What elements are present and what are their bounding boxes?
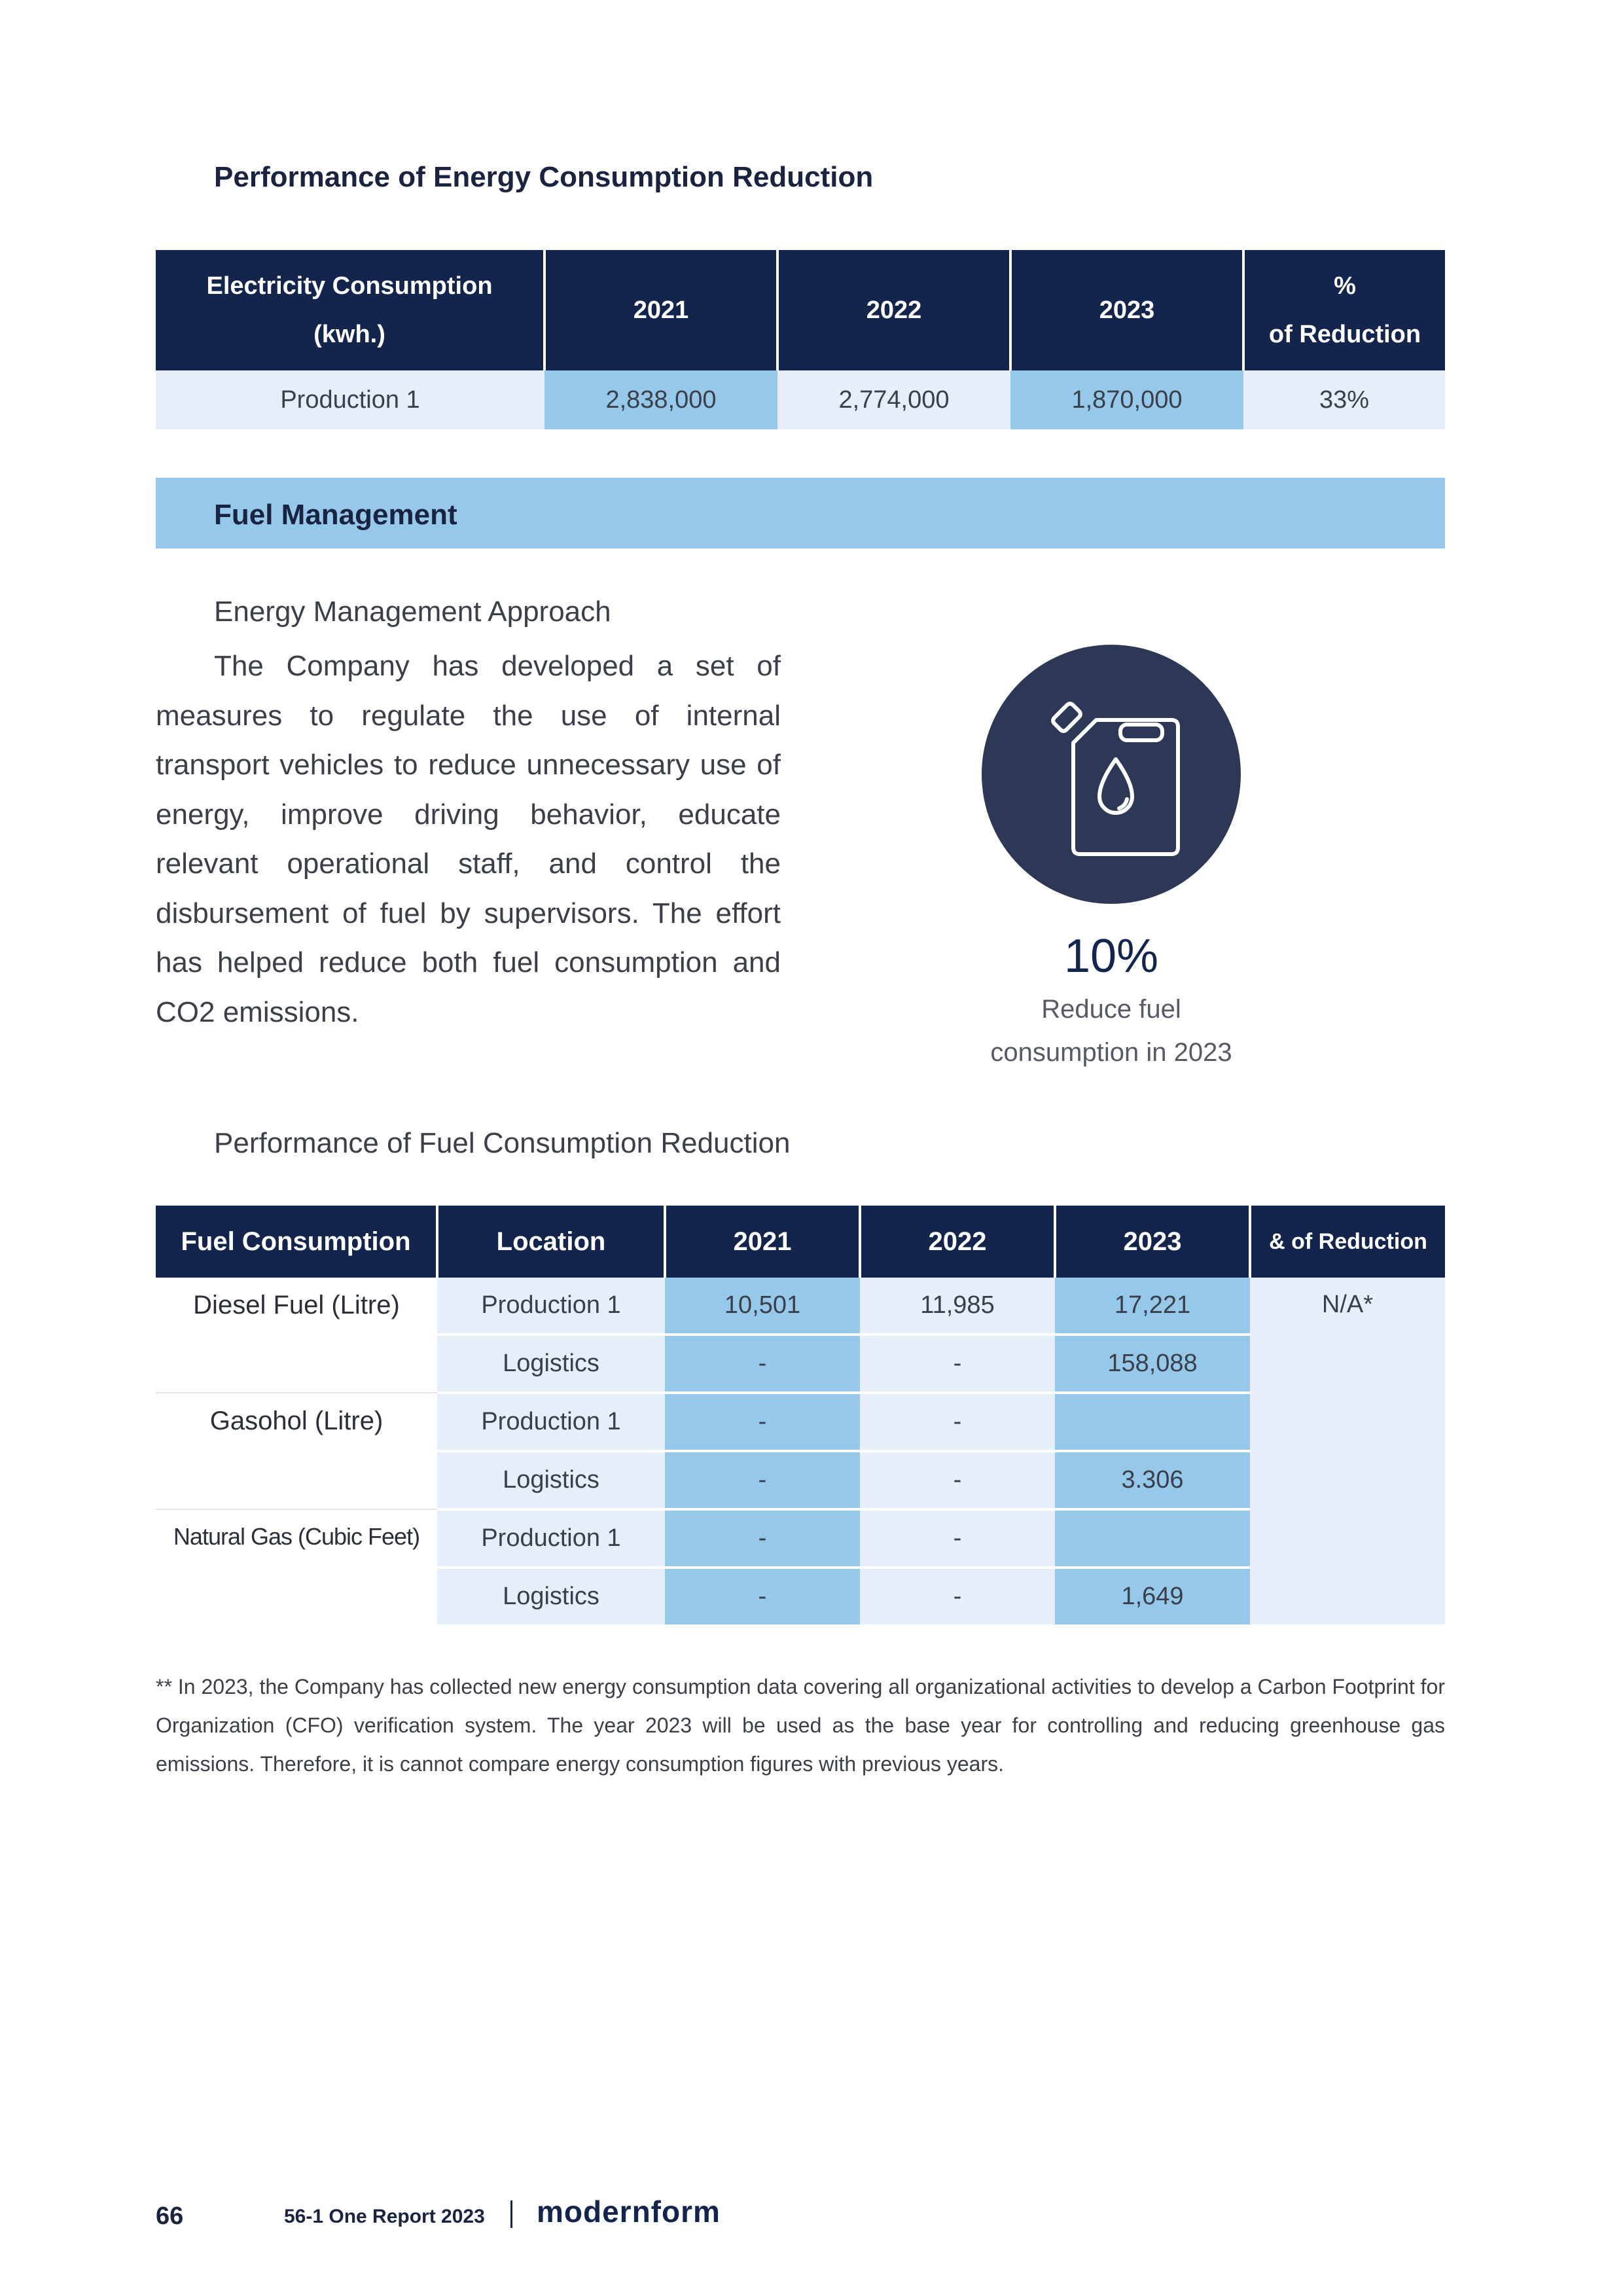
fuel-table-title: Performance of Fuel Consumption Reduction: [214, 1127, 791, 1159]
cell-2023: 1,870,000: [1010, 370, 1243, 429]
cell-2023: 17,221: [1055, 1278, 1250, 1335]
reduction-caption-line2: consumption in 2023: [990, 1038, 1232, 1067]
approach-title: Energy Management Approach: [214, 596, 611, 628]
table-header-row: [156, 1206, 1445, 1278]
header-reduction: & of Reduction: [1250, 1206, 1445, 1278]
fuel-table: [156, 1206, 1445, 1624]
cell-2023: [1055, 1509, 1250, 1568]
energy-section-title: Performance of Energy Consumption Reduction: [214, 161, 874, 193]
category-diesel: Diesel Fuel (Litre): [156, 1278, 437, 1393]
header-electricity-line1: Electricity Consumption: [206, 272, 493, 300]
footnote: ** In 2023, the Company has collected new energy consumption data covering all organizational activities to develop a Carbon Footprint for Organization (CFO) verification system. The year 2023 will be used as the base year for controlling and reducing greenhouse gas emissions. Therefore, it is cannot compare energy consumption figures with previous years.: [156, 1675, 1445, 1776]
cell-location: Production 1: [437, 1278, 665, 1335]
cell-location: Logistics: [437, 1451, 665, 1509]
cell-2023: 1,649: [1055, 1568, 1250, 1624]
cell-2021: -: [665, 1393, 860, 1451]
cell-2022: -: [860, 1335, 1055, 1393]
cell-reduction: 33%: [1243, 370, 1445, 429]
fuel-can-icon: [982, 645, 1241, 904]
header-reduction-line2: of Reduction: [1268, 321, 1421, 348]
header-2023: 2023: [1010, 250, 1243, 370]
footer-divider: [510, 2200, 512, 2228]
cell-2022: -: [860, 1509, 1055, 1568]
cell-location: Production 1: [437, 1509, 665, 1568]
report-name: 56-1 One Report 2023: [284, 2206, 485, 2227]
header-2021: 2021: [544, 250, 777, 370]
fuel-icon-circle: [982, 645, 1241, 904]
cell-location: Logistics: [437, 1335, 665, 1393]
cell-2021: 2,838,000: [544, 370, 777, 429]
cell-location: Production 1: [437, 1393, 665, 1451]
cell-2021: -: [665, 1335, 860, 1393]
cell-2021: -: [665, 1451, 860, 1509]
cell-2022: 2,774,000: [777, 370, 1010, 429]
page-number: 66: [156, 2202, 184, 2230]
header-2022: 2022: [860, 1206, 1055, 1278]
table-header-row: [156, 250, 1445, 370]
electricity-table: [156, 250, 1445, 429]
cell-2022: 11,985: [860, 1278, 1055, 1335]
header-electricity-line2: (kwh.): [313, 321, 385, 348]
cell-location: Production 1: [156, 370, 544, 429]
cell-2023: 3.306: [1055, 1451, 1250, 1509]
cell-2021: -: [665, 1509, 860, 1568]
header-2021: 2021: [665, 1206, 860, 1278]
header-electricity: [156, 250, 544, 370]
brand-logo: modernform: [537, 2195, 721, 2229]
approach-paragraph: The Company has developed a set of measures to regulate the use of internal transport vehicles to reduce unnecessary use of energy, improve driving behavior, educate relevant operational staff, and control the disbursement of fuel by supervisors. The effort has helped reduce both fuel consumption and CO2 emissions.: [156, 650, 781, 1028]
header-2023: 2023: [1055, 1206, 1250, 1278]
cell-2022: -: [860, 1568, 1055, 1624]
table-row: [156, 1278, 1445, 1335]
cell-2021: 10,501: [665, 1278, 860, 1335]
category-natural-gas: Natural Gas (Cubic Feet): [156, 1509, 437, 1624]
reduction-caption-line1: Reduce fuel: [1041, 995, 1181, 1024]
cell-2023: [1055, 1393, 1250, 1451]
table-row: [156, 370, 1445, 429]
category-gasohol: Gasohol (Litre): [156, 1393, 437, 1509]
cell-reduction: N/A*: [1250, 1278, 1445, 1624]
fuel-management-title: Fuel Management: [214, 499, 457, 531]
cell-2023: 158,088: [1055, 1335, 1250, 1393]
cell-2022: -: [860, 1451, 1055, 1509]
reduction-value: 10%: [1063, 930, 1159, 982]
cell-2022: -: [860, 1393, 1055, 1451]
cell-2021: -: [665, 1568, 860, 1624]
header-reduction: [1243, 250, 1445, 370]
header-location: Location: [437, 1206, 665, 1278]
cell-location: Logistics: [437, 1568, 665, 1624]
header-reduction-line1: %: [1334, 272, 1356, 300]
header-fuel: Fuel Consumption: [156, 1206, 437, 1278]
header-2022: 2022: [777, 250, 1010, 370]
